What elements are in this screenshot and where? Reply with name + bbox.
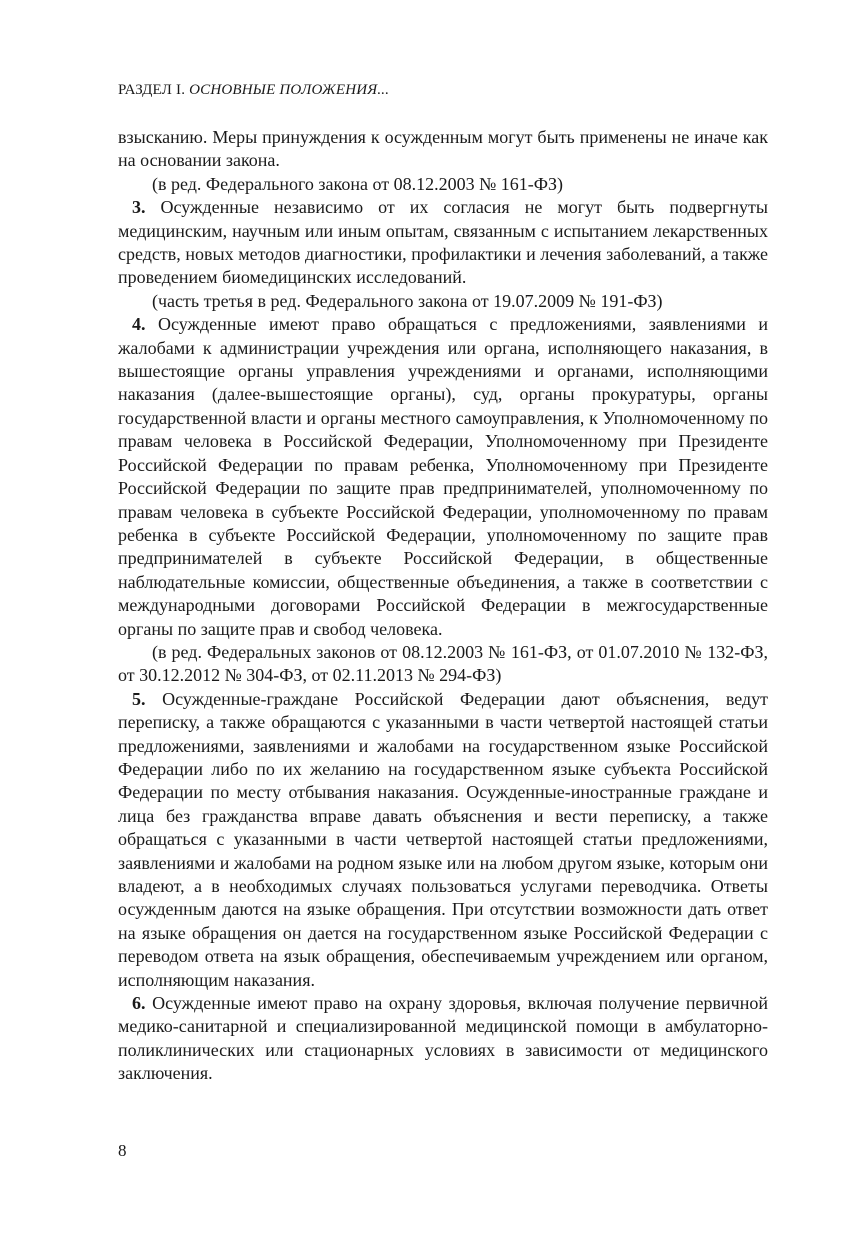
paragraph-number: 3. [132, 197, 146, 218]
paragraph-3 [118, 196, 768, 290]
amendment-note: (в ред. Федерального закона от 08.12.2003 № 161-ФЗ) [152, 173, 564, 194]
paragraph-number: 6. [132, 993, 146, 1014]
paragraph-5 [118, 688, 768, 992]
page-number: 8 [118, 1141, 127, 1160]
paragraph-number: 4. [132, 314, 146, 335]
running-header [118, 80, 389, 100]
paragraph-text: Осужденные-граждане Российской Федерации дают объяснения, ведут переписку, а также обращаются с указанными в части четвертой настоящей статьи предложениями, заявлениями и жалобами на государственном языке Российской Федерации либо по их желанию на государственном языке субъекта Российской Федерации по месту отбывания наказания. Осужденные-иностранные граждане и лица без гражданства вправе давать объяснения и вести переписку, а также обращаться с указанными в части четвертой настоящей статьи предложениями, заявлениями и жалобами на родном языке или на любом другом языке, которым они владеют, а в необходимых случаях пользоваться услугами переводчика. Ответы осужденным даются на языке обращения. При отсутствии возможности дать ответ на языке обращения он дается на государственном языке Российской Федерации с переводом ответа на язык обращения, обеспечиваемым учреждением или органом, исполняющим наказания. [118, 688, 768, 990]
paragraph-text: Осужденные имеют право обращаться с предложениями, заявлениями и жалобами к администрации учреждения или органа, исполняющего наказания, в вышестоящие органы управления учреждениями и органами, исполняющими наказания (далее-вышестоящие органы), суд, органы прокуратуры, органы государственной власти и органы местного самоуправления, к Уполномоченному по правам человека в Российской Федерации, Уполномоченному при Президенте Российской Федерации по правам ребенка, Уполномоченному при Президенте Российской Федерации по защите прав предпринимателей, уполномоченному по правам человека в субъекте Российской Федерации, уполномоченному по правам ребенка в субъекте Российской Федерации, уполномоченному по защите прав предпринимателей в субъекте Российской Федерации, в общественные наблюдательные комиссии, общественные объединения, а также в соответствии с международными договорами Российской Федерации в межгосударственные органы по защите прав и свобод человека. [118, 314, 769, 639]
paragraph-6 [118, 992, 768, 1086]
paragraph-text: Осужденные независимо от их согласия не могут быть подвергнуты медицинским, научным или иным опытам, связанным с испытанием лекарственных средств, новых методов диагностики, профилактики и лечения заболеваний, а также проведением биомедицинских исследований. [118, 197, 768, 288]
body-text [118, 126, 768, 1086]
section-title: ОСНОВНЫЕ ПОЛОЖЕНИЯ... [189, 82, 390, 98]
amendment-note: (часть третья в ред. Федерального закона от 19.07.2009 № 191-ФЗ) [152, 290, 663, 311]
amendment-note: (в ред. Федеральных законов от 08.12.2003 № 161-ФЗ, от 01.07.2010 № 132-ФЗ, от 30.12.2012 № 304-ФЗ, от 02.11.2013 № 294-ФЗ) [118, 641, 768, 686]
section-label: РАЗДЕЛ I. [118, 82, 186, 98]
continuation-paragraph: взысканию. Меры принуждения к осужденным могут быть применены не иначе как на основании закона. [118, 127, 768, 171]
paragraph-4 [118, 313, 768, 641]
paragraph-text: Осужденные имеют право на охрану здоровья, включая получение первичной медико-санитарной и специализированной медицинской помощи в амбулаторно-поликлинических или стационарных условиях в зависимости от медицинского заключения. [118, 993, 768, 1084]
paragraph-number: 5. [132, 688, 146, 709]
